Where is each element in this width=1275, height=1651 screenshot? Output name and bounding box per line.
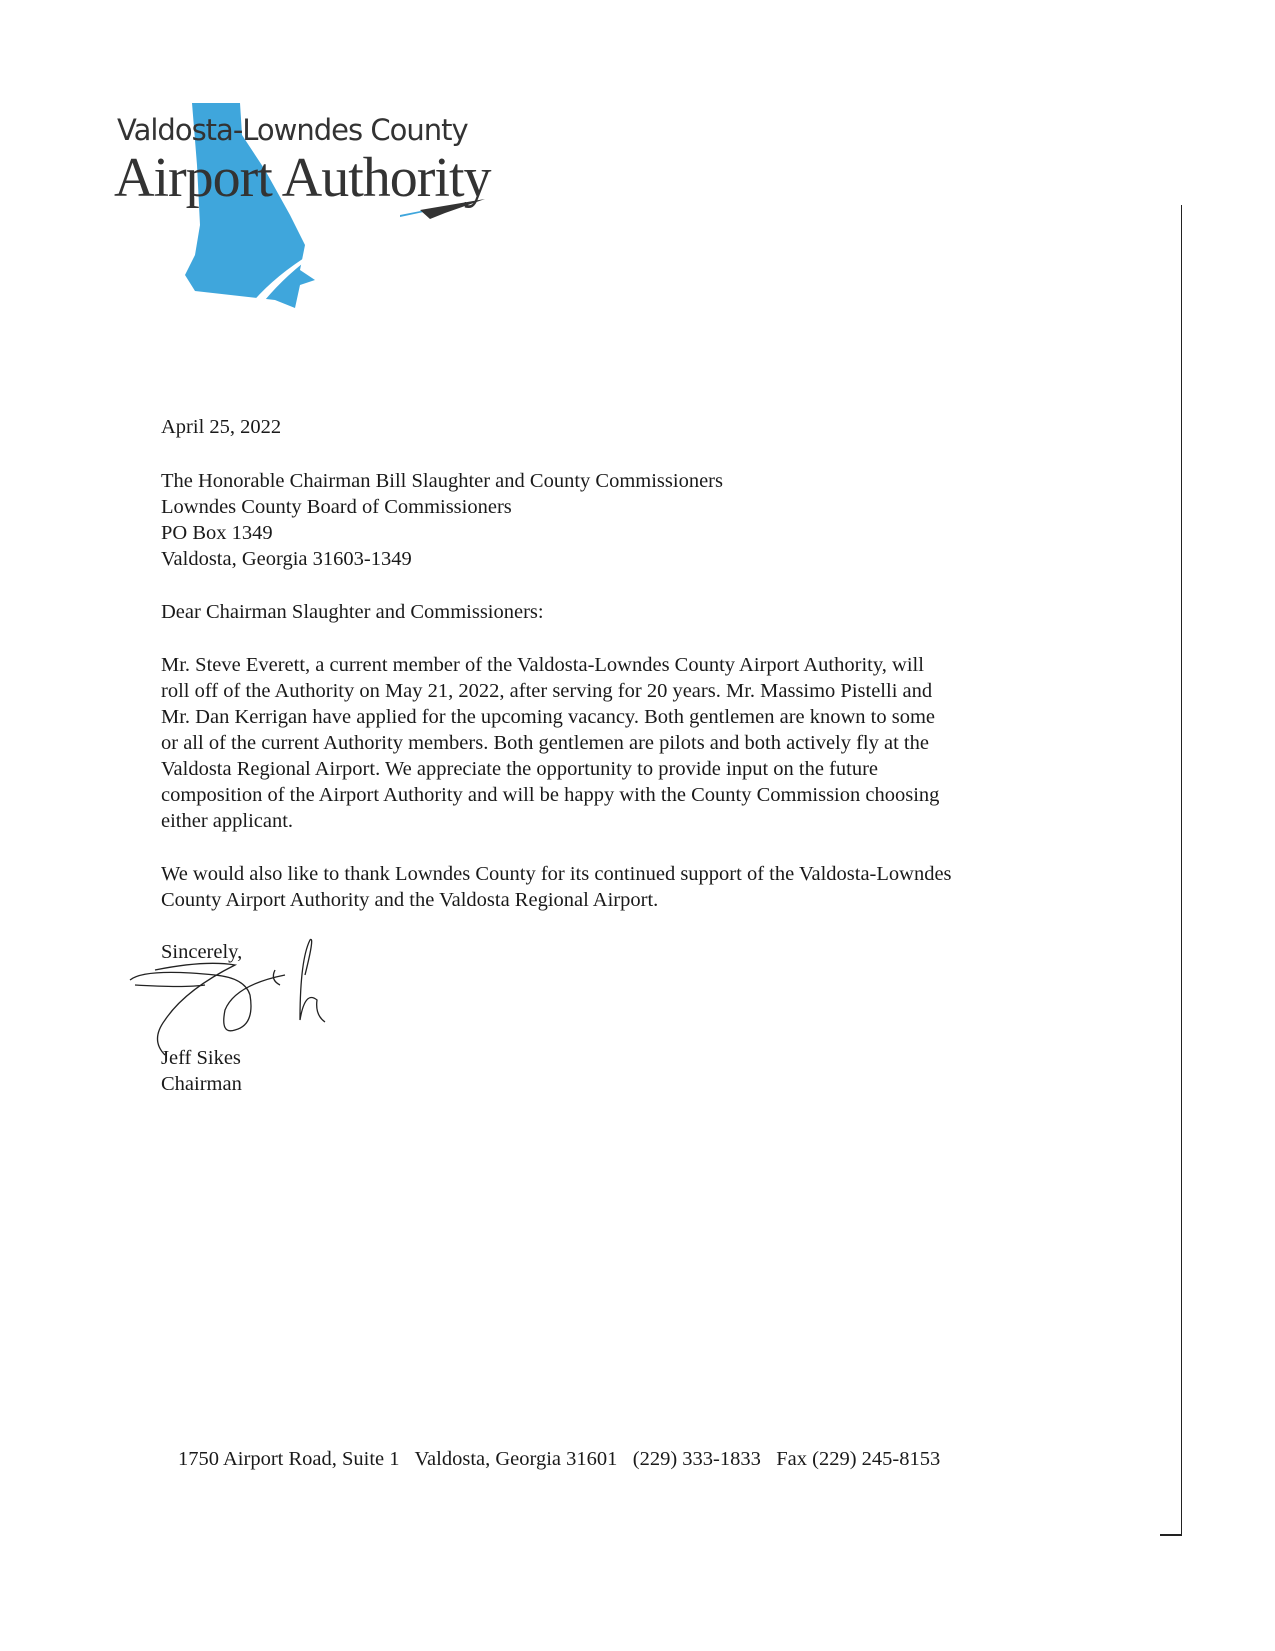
org-name-line2: Airport Authority xyxy=(114,147,491,209)
paragraph-line: either applicant. xyxy=(161,810,294,832)
recipient-line: The Honorable Chairman Bill Slaughter and County Commissioners xyxy=(161,470,723,492)
body-paragraph-1 xyxy=(161,652,939,834)
paragraph-line: roll off of the Authority on May 21, 2022, after serving for 20 years. Mr. Massimo Pistelli and xyxy=(161,680,933,702)
recipient-line: Valdosta, Georgia 31603-1349 xyxy=(161,548,412,570)
paragraph-line: We would also like to thank Lowndes County for its continued support of the Valdosta-Lowndes xyxy=(161,863,952,885)
org-name-line1: Valdosta-Lowndes County xyxy=(117,113,468,147)
page-edge-corner xyxy=(1160,1534,1182,1536)
signer-title: Chairman xyxy=(161,1073,242,1095)
closing: Sincerely, xyxy=(161,941,243,963)
paragraph-line: Mr. Steve Everett, a current member of the Valdosta-Lowndes County Airport Authority, will xyxy=(161,654,924,676)
footer-contact: 1750 Airport Road, Suite 1 Valdosta, Georgia 31601 (229) 333-1833 Fax (229) 245-8153 xyxy=(178,1448,941,1470)
paragraph-line: Mr. Dan Kerrigan have applied for the upcoming vacancy. Both gentlemen are known to some xyxy=(161,706,936,728)
recipient-line: Lowndes County Board of Commissioners xyxy=(161,496,512,518)
signature-icon xyxy=(125,930,335,1060)
paragraph-line: Valdosta Regional Airport. We appreciate the opportunity to provide input on the future xyxy=(161,758,879,780)
paragraph-line: County Airport Authority and the Valdosta Regional Airport. xyxy=(161,889,659,911)
salutation: Dear Chairman Slaughter and Commissioners: xyxy=(161,601,544,623)
page-edge-line xyxy=(1181,205,1182,1535)
body-paragraph-2 xyxy=(161,861,952,913)
recipient-line: PO Box 1349 xyxy=(161,522,273,544)
paragraph-line: composition of the Airport Authority and will be happy with the County Commission choosing xyxy=(161,784,940,806)
paragraph-line: or all of the current Authority members. Both gentlemen are pilots and both actively fly at the xyxy=(161,732,929,754)
signer-name: Jeff Sikes xyxy=(161,1047,241,1069)
recipient-address xyxy=(161,468,723,572)
letter-date: April 25, 2022 xyxy=(161,416,282,438)
